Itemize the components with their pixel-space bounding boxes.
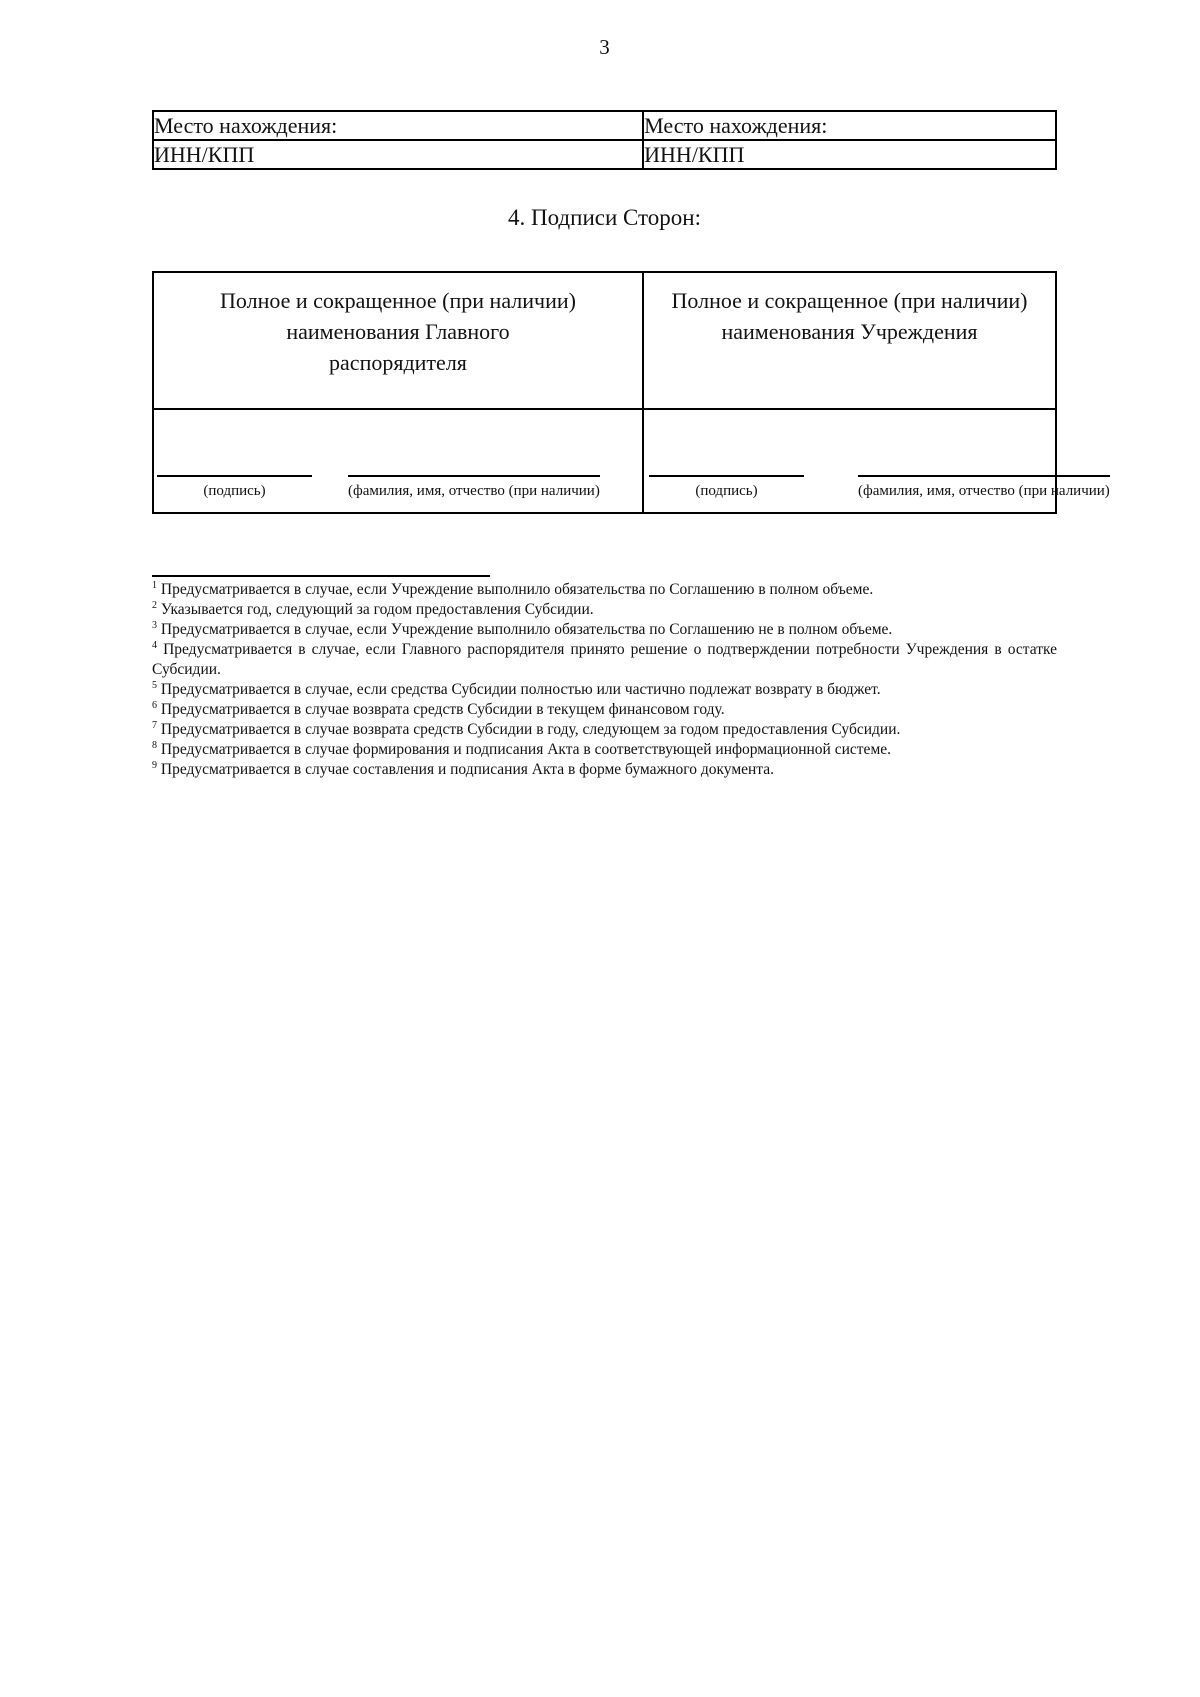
footnote-text: Предусматривается в случае составления и подписания Акта в форме бумажного документа.: [160, 761, 775, 778]
signature-line: [649, 473, 804, 477]
footnote: [152, 640, 1057, 680]
signature-block: [649, 473, 804, 500]
footnote: [152, 720, 1057, 740]
footnote-text: Указывается год, следующий за годом предоставления Субсидии.: [160, 601, 594, 618]
inn-kpp-right: ИНН/КПП: [643, 140, 1056, 169]
footnote-number: 6: [152, 700, 157, 711]
signatures-table: [152, 271, 1110, 514]
header-line: наименования Учреждения: [721, 319, 978, 344]
footnote-text: Предусматривается в случае формирования и подписания Акта в соответствующей информационной системе.: [160, 741, 892, 758]
table-row: [153, 409, 1056, 513]
footnote-number: 9: [152, 760, 157, 771]
signature-label: (подпись): [203, 483, 266, 499]
footnote-text: Предусматривается в случае, если средства Субсидии полностью или частично подлежат возврату в бюджет.: [160, 681, 881, 698]
name-label: (фамилия, имя, отчество (при наличии): [348, 483, 600, 499]
footnote-separator: [152, 575, 490, 577]
name-block: [348, 473, 600, 500]
footnote: [152, 700, 1057, 720]
sig-header-institution: [643, 272, 1056, 409]
signature-label: (подпись): [695, 483, 758, 499]
section-heading: 4. Подписи Сторон:: [507, 205, 702, 230]
footnote: [152, 580, 1057, 600]
name-label: (фамилия, имя, отчество (при наличии): [857, 483, 1110, 499]
document-page: [152, 0, 1110, 780]
location-table: [152, 110, 1057, 170]
signature-block: [157, 473, 312, 500]
table-row: [153, 111, 1056, 140]
header-line: наименования Главного: [286, 319, 510, 344]
footnote-text: Предусматривается в случае возврата средств Субсидии в текущем финансовом году.: [160, 701, 725, 718]
footnote: [152, 680, 1057, 700]
page-number: 3: [599, 35, 610, 59]
name-block: [858, 473, 1110, 500]
footnote-text: Предусматривается в случае, если Главного распорядителя принято решение о подтверждении потребности Учреждения в остатке Субсидии.: [152, 641, 1057, 678]
header-line: Полное и сокращенное (при наличии): [671, 288, 1028, 313]
sig-body-institution: [643, 409, 1110, 513]
footnotes-section: [152, 575, 1057, 780]
footnote-number: 7: [152, 720, 157, 731]
inn-kpp-left: ИНН/КПП: [153, 140, 643, 169]
footnote: [152, 740, 1057, 760]
name-line: [858, 473, 1110, 477]
footnote-text: Предусматривается в случае возврата средств Субсидии в году, следующем за годом предоставления Субсидии.: [160, 721, 901, 738]
footnote-text: Предусматривается в случае, если Учреждение выполнило обязательства по Соглашению в полном объеме.: [160, 581, 874, 598]
name-line: [348, 473, 600, 477]
footnote-number: 2: [152, 600, 157, 611]
footnote-text: Предусматривается в случае, если Учреждение выполнило обязательства по Соглашению не в полном объеме.: [160, 621, 893, 638]
header-line: Полное и сокращенное (при наличии): [220, 288, 576, 313]
footnote-number: 5: [152, 680, 157, 691]
sig-header-grantor: [153, 272, 643, 409]
footnote-number: 8: [152, 740, 157, 751]
sig-body-grantor: [153, 409, 643, 513]
location-label-right: Место нахождения:: [643, 111, 1056, 140]
table-row: [153, 140, 1056, 169]
table-row: [153, 272, 1056, 409]
signature-line: [157, 473, 312, 477]
footnote-number: 4: [152, 640, 157, 651]
location-label-left: Место нахождения:: [153, 111, 643, 140]
footnote: [152, 760, 1057, 780]
footnote-number: 3: [152, 620, 157, 631]
footnote: [152, 620, 1057, 640]
header-line: распорядителя: [329, 350, 467, 375]
footnote-number: 1: [152, 580, 157, 591]
footnote: [152, 600, 1057, 620]
